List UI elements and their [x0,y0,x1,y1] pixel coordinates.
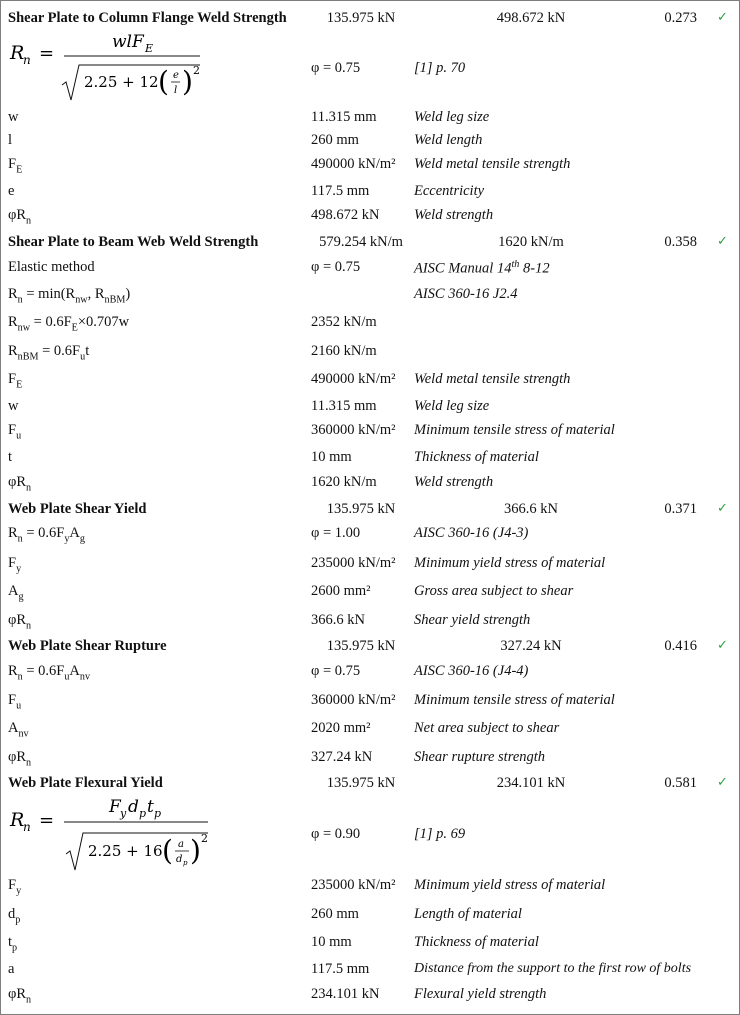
value: 360000 kN/m² [311,422,396,438]
value: 117.5 mm [311,183,370,199]
symbol: l [8,132,13,148]
svg-text:d: d [176,854,183,865]
description: Eccentricity [414,183,485,199]
svg-text:e: e [173,70,179,81]
svg-text:2.25 + 16: 2.25 + 16 [88,842,163,860]
value: 498.672 kN [311,207,380,223]
capacity-value: 1620 kN/m [498,234,564,250]
symbol: $t_p$ [8,934,18,954]
formula-row [1,30,739,104]
section-title: Shear Plate to Column Flange Weld Strength [8,10,287,26]
demand-value: 135.975 kN [326,501,396,517]
check-icon: ✓ [717,501,728,516]
reference: AISC 360-16 (J4-3) [414,525,529,541]
svg-text:2.25 + 12: 2.25 + 12 [84,73,159,91]
value: 490000 kN/m² [311,156,396,172]
symbol: $F_y$ [8,877,22,897]
symbol: w [8,109,19,125]
capacity-value: 327.24 kN [500,638,562,654]
description: Weld strength [414,474,494,490]
value: 327.24 kN [311,749,373,765]
value: 10 mm [311,449,352,465]
demand-value: 135.975 kN [326,775,396,791]
check-icon: ✓ [717,775,728,790]
description: Weld length [414,132,483,148]
value: 11.315 mm [311,398,377,414]
value: 260 mm [311,906,359,922]
value: 490000 kN/m² [311,371,396,387]
ratio-value: 0.416 [664,638,697,654]
svg-text:R: R [10,809,25,831]
ratio-value: 0.581 [664,775,697,791]
value: 360000 kN/m² [311,692,396,708]
check-icon: ✓ [717,638,728,653]
section-title: Web Plate Shear Rupture [8,638,167,654]
svg-text:=: = [39,43,55,64]
value: 2352 kN/m [311,314,377,330]
ratio-value: 0.273 [664,10,697,26]
svg-text:p: p [154,807,162,820]
svg-text:E: E [145,42,154,55]
svg-text:R: R [10,42,25,64]
svg-text:l: l [174,85,178,96]
check-icon: ✓ [717,10,728,25]
description: Thickness of material [414,934,539,950]
section-title: Web Plate Flexural Yield [8,775,163,791]
description: Minimum yield stress of material [414,877,606,893]
resistance-factor: φ = 1.00 [311,525,361,541]
resistance-factor: φ = 0.75 [311,259,361,275]
svg-text:): ) [182,65,193,98]
reference: AISC 360-16 J2.4 [414,286,518,302]
rn-formula: $R_n = 0.6F_uA_{nv}$ [8,663,91,683]
svg-text:(: ( [158,65,169,98]
symbol: $F_u$ [8,692,22,712]
symbol: a [8,961,15,977]
check-icon: ✓ [717,234,728,249]
rnw-formula: $R_{nw} = 0.6F_E\times 0.707w$ [8,314,130,334]
description: Minimum tensile stress of material [414,692,615,708]
symbol: $\varphi R_n$ [8,986,32,1006]
symbol: $\varphi R_n$ [8,749,32,769]
value: 366.6 kN [311,612,365,628]
description: Flexural yield strength [414,986,547,1002]
symbol: $A_g$ [8,583,24,603]
value: 117.5 mm [311,961,370,977]
section-title: Shear Plate to Beam Web Weld Strength [8,234,259,250]
description: Weld metal tensile strength [414,156,571,172]
svg-text:p: p [139,807,147,820]
description: Weld leg size [414,109,490,125]
symbol: $F_E$ [8,156,23,176]
capacity-value: 498.672 kN [496,10,566,26]
description: Weld leg size [414,398,490,414]
demand-value: 135.975 kN [326,638,396,654]
reference: AISC 360-16 (J4-4) [414,663,529,679]
svg-text:y: y [120,807,127,820]
demand-value: 135.975 kN [326,10,396,26]
description: Weld strength [414,207,494,223]
description: Length of material [414,906,522,922]
symbol: $d_p$ [8,906,21,926]
description: Thickness of material [414,449,539,465]
symbol: t [8,449,13,465]
value: 11.315 mm [311,109,377,125]
demand-value: 579.254 kN/m [319,234,403,250]
rn-formula: $R_n = \min(R_{nw}$, $R_{nBM}$) [8,286,131,306]
symbol: $F_y$ [8,555,22,575]
value: 235000 kN/m² [311,555,396,571]
reference: [1] p. 69 [414,826,466,842]
symbol: $\varphi R_n$ [8,612,32,632]
value: 2160 kN/m [311,343,377,359]
resistance-factor: φ = 0.75 [311,60,361,76]
symbol: $\varphi R_n$ [8,207,32,227]
value: 2600 mm² [311,583,371,599]
rnbm-formula: $R_{nBM} = 0.6F_ut$ [8,343,90,363]
description: Distance from the support to the first row of bolts [414,961,692,976]
capacity-value: 366.6 kN [504,501,558,517]
svg-text:wlF: wlF [112,32,144,52]
symbol: $F_u$ [8,422,22,442]
flexural-yield-formula [8,794,218,874]
svg-text:p: p [183,859,188,867]
svg-text:2: 2 [193,64,200,77]
capacity-value: 234.101 kN [496,775,566,791]
rn-formula: $R_n = 0.6F_yA_g$ [8,525,85,545]
svg-text:n: n [23,53,31,67]
svg-text:t: t [147,797,154,817]
description: Minimum tensile stress of material [414,422,615,438]
method-label: Elastic method [8,259,95,275]
symbol: w [8,398,19,414]
value: 10 mm [311,934,352,950]
description: Minimum yield stress of material [414,555,606,571]
ratio-value: 0.358 [664,234,697,250]
symbol: $F_E$ [8,371,23,391]
svg-text:=: = [39,810,55,831]
description: Shear yield strength [414,612,531,628]
svg-text:F: F [109,797,121,817]
svg-text:n: n [23,820,31,834]
svg-text:(: ( [162,834,173,867]
svg-text:d: d [128,797,139,817]
svg-text:2: 2 [201,832,208,845]
ratio-value: 0.371 [664,501,697,517]
value: 2020 mm² [311,720,371,736]
svg-text:a: a [178,839,184,850]
weld-strength-formula [8,30,208,104]
formula-row [1,794,739,874]
svg-text:): ) [190,834,201,867]
resistance-factor: φ = 0.90 [311,826,361,842]
description: Net area subject to shear [414,720,560,736]
value: 235000 kN/m² [311,877,396,893]
reference: [1] p. 70 [414,60,466,76]
description: Gross area subject to shear [414,583,574,599]
section-title: Web Plate Shear Yield [8,501,147,517]
value: 1620 kN/m [311,474,377,490]
value: 260 mm [311,132,359,148]
symbol: e [8,183,15,199]
reference: AISC Manual 14th 8-12 [414,259,550,277]
value: 234.101 kN [311,986,380,1002]
description: Shear rupture strength [414,749,546,765]
description: Weld metal tensile strength [414,371,571,387]
resistance-factor: φ = 0.75 [311,663,361,679]
symbol: $A_{nv}$ [8,720,29,740]
symbol: $\varphi R_n$ [8,474,32,494]
